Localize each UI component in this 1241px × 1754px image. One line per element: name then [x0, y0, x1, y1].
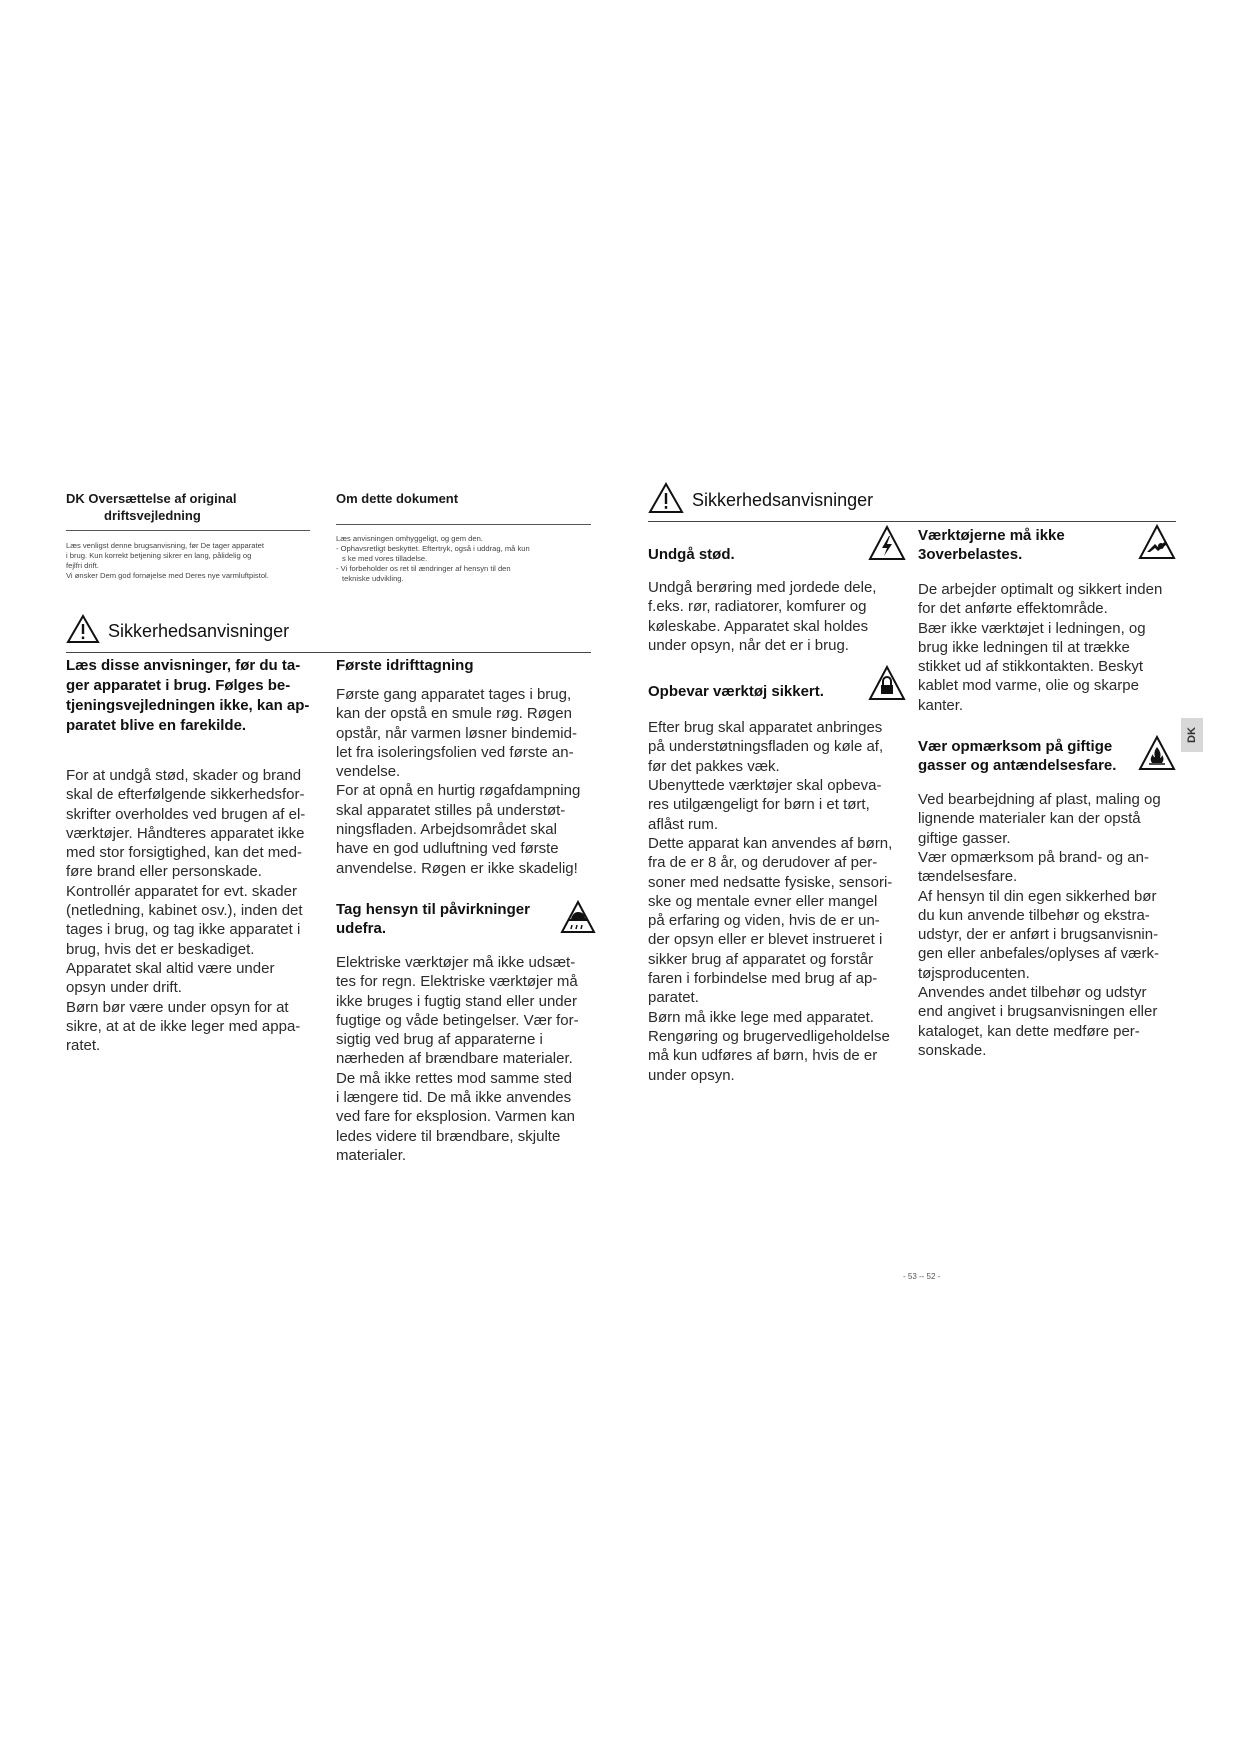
safety-body-text: For at undgå stød, skader og brand skal de efterfølgende sikkerhedsfor- skrifter overholdes ved brugen af el- værktøjer. Håndteres apparatet ikke med stor forsigtighed, kan det med- føre brand eller personskade. Kontrollér apparatet for evt. skader (netledning, kabinet osv.), inden det tages i brug, og tag ikke apparatet i brug, hvis det er beskadiget. Apparatet skal altid være under opsyn under drift. Børn bør være under opsyn for at sikre, at at de ikke leger med appa- ratet. — [66, 767, 306, 1055]
right-column-2 — [918, 524, 1176, 1060]
about-title: Om dette dokument — [336, 491, 459, 506]
overload-title: Værktøjerne må ikke 3overbelastes. — [918, 526, 1065, 563]
storage-header — [648, 665, 906, 706]
electric-shock-icon — [868, 525, 906, 566]
right-column-1 — [648, 525, 906, 1085]
section-title: Sikkerhedsanvisninger — [692, 490, 874, 510]
right-safety-heading — [648, 482, 1176, 522]
gases-title: Vær opmærksom på giftige gasser og antændelsesfare. — [918, 737, 1117, 774]
external-header — [336, 900, 596, 939]
warning-triangle-icon — [648, 482, 684, 519]
warning-triangle-icon — [66, 614, 100, 649]
left-safety-body — [66, 656, 316, 1055]
overload-text: De arbejder optimalt og sikkert inden for det anførte effektområde. Bær ikke værktøjet i ledningen, og brug ikke ledningen til at trække stikket ud af stikkontakten. Beskyt kablet mod varme, olie og skarpe kanter. — [918, 581, 1163, 714]
first-use-text: Første gang apparatet tages i brug, kan der opstå en smule røg. Røgen opstår, når varmen løsner bindemid- let fra isoleringsfolien ved første an- vendelse. For at opnå en hurtig røgafdampning skal apparatet stilles på understøt- ningsfladen. Arbejdsområdet skal have en god udluftning ved første anvendelse. Røgen er ikke skadelig! — [336, 686, 581, 877]
translation-block — [66, 490, 310, 581]
divider — [66, 652, 591, 653]
storage-title: Opbevar værktøj sikkert. — [648, 683, 824, 701]
overload-icon — [1138, 524, 1176, 565]
storage-text: Efter brug skal apparatet anbringes på understøtningsfladen og køle af, før det pakkes væk. Ubenyttede værktøjer skal opbeva- res utilgængeligt for børn i et tørt, aflåst rum. Dette apparat kan anvendes af børn, fra de er 8 år, og derudover af per- soner med nedsatte fysiske, sensori- ske og mentale evner eller mangel på erfaring og viden, hvis de er un- der opsyn eller er blevet instrueret i sikker brug af apparatet og forstår faren i forbindelse med brug af ap- paratet. Børn må ikke lege med apparatet. Rengøring og brugervedligeholdelse må kun udføres af børn, hvis de er under opsyn. — [648, 719, 893, 1084]
overload-header — [918, 524, 1176, 565]
gases-text: Ved bearbejdning af plast, maling og lignende materialer kan der opstå giftige gasser. Vær opmærksom på brand- og an- tændelsesfare. Af hensyn til din egen sikkerhed bør du kun anvende tilbehør og ekstra- udstyr, der er anført i brugsanvisnin- gen eller anbefales/oplyses af værk- tøjsproducenten. Anvendes andet tilbehør og udstyr end angivet i brugsanvisningen eller kataloget, kan dette medføre per- sonskade. — [918, 791, 1161, 1059]
middle-column — [336, 656, 596, 1165]
external-title: Tag hensyn til påvirkninger udefra. — [336, 901, 530, 938]
left-safety-heading — [66, 614, 591, 653]
translation-title: DK Oversættelse af original driftsvejledning — [66, 491, 237, 523]
gases-header — [918, 735, 1176, 776]
language-tab: DK — [1181, 718, 1203, 752]
lock-icon — [868, 665, 906, 706]
divider — [648, 521, 1176, 522]
safety-intro: Læs disse anvisninger, før du ta- ger apparatet i brug. Følges be- tjeningsvejledningen ikke, kan ap- paratet blive en farekilde. — [66, 657, 310, 734]
rain-icon — [560, 900, 596, 939]
divider — [336, 524, 591, 525]
about-block — [336, 490, 591, 584]
external-text: Elektriske værktøjer må ikke udsæt- tes for regn. Elektriske værktøjer må ikke bruges i fugtig stand eller under fugtige og våde betingelser. Vær for- sigtig ved brug af apparaterne i nærheden af brændbare materialer. De må ikke rettes mod samme sted i længere tid. De må ikke anvendes ved fare for eksplosion. Varmen kan ledes videre til brændbare, skjulte materialer. — [336, 953, 579, 1164]
translation-text: Læs venligst denne brugsanvisning, før De tager apparatet i brug. Kun korrekt betjening sikrer en lang, pålidelig og fejlfri drift. Vi ønsker Dem god fornøjelse med Deres nye varmluftpistol. — [66, 541, 269, 580]
first-use-title: Første idrifttagning — [336, 657, 474, 674]
shock-title: Undgå stød. — [648, 546, 735, 563]
shock-header — [648, 525, 906, 566]
page-number: - 53 -- 52 - — [903, 1272, 941, 1281]
about-text: Læs anvisningen omhyggeligt, og gem den. - Ophavsretligt beskyttet. Eftertryk, også i uddrag, må kun s ke med vores tilladelse. - Vi forbeholder os ret til ændringer af hensyn til den tekniske udvikling. — [336, 534, 530, 583]
divider — [66, 530, 310, 531]
fire-hazard-icon — [1138, 735, 1176, 776]
section-title: Sikkerhedsanvisninger — [108, 621, 290, 641]
shock-text: Undgå berøring med jordede dele, f.eks. rør, radiatorer, komfurer og køleskabe. Apparatet skal holdes under opsyn, når det er i brug. — [648, 579, 877, 654]
